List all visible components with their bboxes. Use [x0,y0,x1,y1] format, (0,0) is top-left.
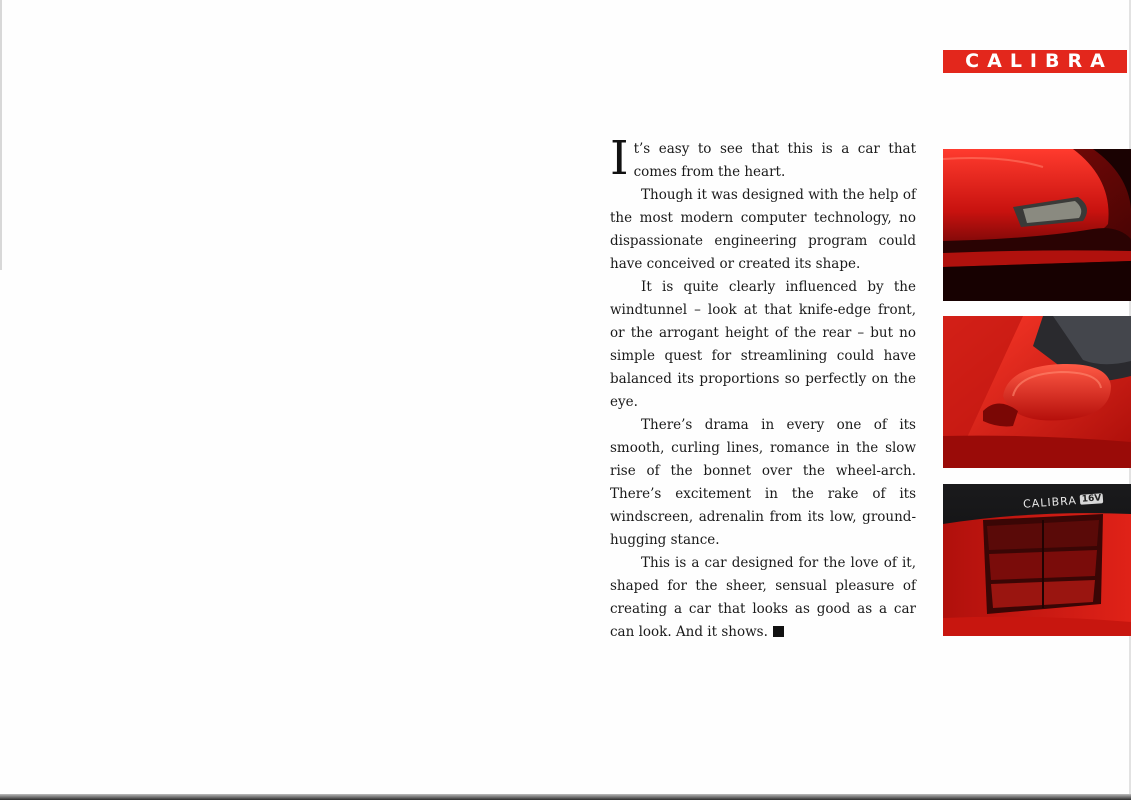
photo-side-mirror [943,316,1131,468]
end-mark-square [773,626,784,637]
page-left-edge [0,0,2,270]
rear-badge-suffix: 16V [1081,493,1102,505]
paragraph-1 [610,131,916,186]
paragraph-5-text: This is a car designed for the love of it, shaped for the sheer, sensual pleasure of creating a car that looks as good as a car can look. And it shows. [610,555,916,640]
photo-rear-badge [943,484,1131,636]
photo-headlight [943,149,1131,301]
paragraph-5 [610,552,916,644]
rear-badge-text: CALIBRA [1022,493,1078,511]
drop-cap: I [610,131,629,186]
paragraph-4: There’s drama in every one of its smooth, curling lines, romance in the slow rise of the bonnet over the wheel-arch. There’s excitement in the rake of its windscreen, adrenalin from its low, groundhugging stance. [610,417,916,548]
paragraph-2: Though it was designed with the help of the most modern computer technology, no dispassionate engineering program could have conceived or created its shape. [610,187,916,272]
paragraph-1-text: t’s easy to see that this is a car that comes from the heart. [633,141,916,180]
page-bottom-edge [0,794,1131,800]
body-copy [610,131,916,644]
paragraph-3: It is quite clearly influenced by the windtunnel – look at that knife-edge front, or the arrogant height of the rear – but no simple quest for streamlining could have balanced its proportions so perfectly on the eye. [610,279,916,410]
calibra-logo: CALIBRA [943,50,1127,73]
